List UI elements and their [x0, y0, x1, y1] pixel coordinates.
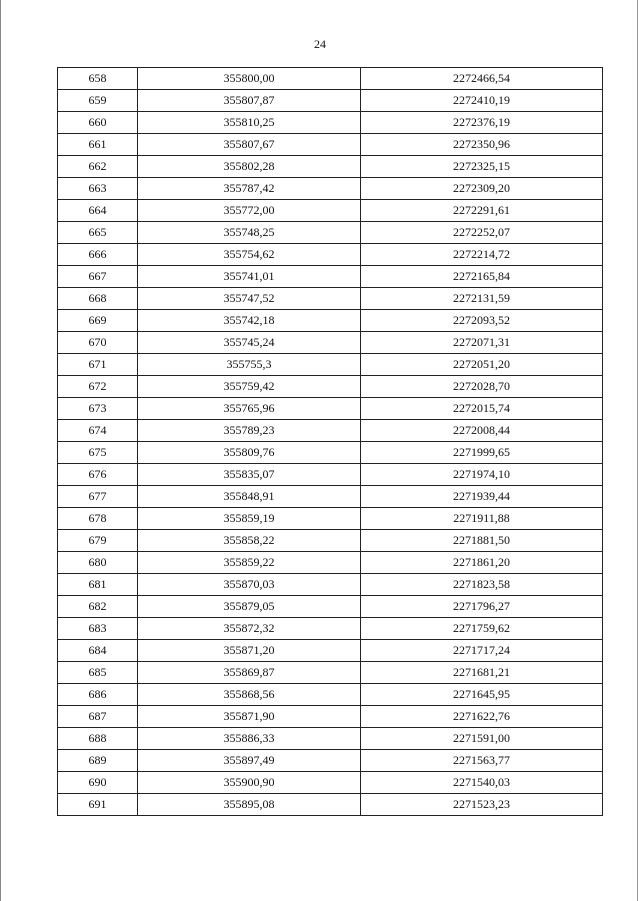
point-number-cell: 665 — [58, 222, 138, 244]
point-number-cell: 664 — [58, 200, 138, 222]
table-row — [58, 728, 603, 750]
x-coordinate-cell: 355800,00 — [138, 68, 361, 90]
y-coordinate-cell: 2272028,70 — [361, 376, 603, 398]
point-number-cell: 667 — [58, 266, 138, 288]
x-coordinate-cell: 355859,22 — [138, 552, 361, 574]
y-coordinate-cell: 2271759,62 — [361, 618, 603, 640]
table-row — [58, 574, 603, 596]
point-number-cell: 663 — [58, 178, 138, 200]
y-coordinate-cell: 2271681,21 — [361, 662, 603, 684]
point-number-cell: 668 — [58, 288, 138, 310]
x-coordinate-cell: 355745,24 — [138, 332, 361, 354]
x-coordinate-cell: 355741,01 — [138, 266, 361, 288]
x-coordinate-cell: 355835,07 — [138, 464, 361, 486]
y-coordinate-cell: 2271563,77 — [361, 750, 603, 772]
point-number-cell: 682 — [58, 596, 138, 618]
x-coordinate-cell: 355802,28 — [138, 156, 361, 178]
table-row — [58, 442, 603, 464]
x-coordinate-cell: 355870,03 — [138, 574, 361, 596]
y-coordinate-cell: 2272093,52 — [361, 310, 603, 332]
table-row — [58, 618, 603, 640]
y-coordinate-cell: 2272252,07 — [361, 222, 603, 244]
x-coordinate-cell: 355871,20 — [138, 640, 361, 662]
point-number-cell: 688 — [58, 728, 138, 750]
point-number-cell: 659 — [58, 90, 138, 112]
y-coordinate-cell: 2271523,23 — [361, 794, 603, 816]
scan-edge-left — [0, 0, 1, 901]
x-coordinate-cell: 355748,25 — [138, 222, 361, 244]
point-number-cell: 687 — [58, 706, 138, 728]
table-row — [58, 288, 603, 310]
table-row — [58, 794, 603, 816]
point-number-cell: 690 — [58, 772, 138, 794]
table-row — [58, 354, 603, 376]
y-coordinate-cell: 2271881,50 — [361, 530, 603, 552]
table-row — [58, 134, 603, 156]
table-row — [58, 662, 603, 684]
x-coordinate-cell: 355879,05 — [138, 596, 361, 618]
table-row — [58, 706, 603, 728]
table-row — [58, 486, 603, 508]
coordinates-table — [57, 67, 603, 816]
x-coordinate-cell: 355807,87 — [138, 90, 361, 112]
point-number-cell: 671 — [58, 354, 138, 376]
table-row — [58, 398, 603, 420]
table-row — [58, 68, 603, 90]
point-number-cell: 673 — [58, 398, 138, 420]
y-coordinate-cell: 2272350,96 — [361, 134, 603, 156]
table-row — [58, 222, 603, 244]
x-coordinate-cell: 355895,08 — [138, 794, 361, 816]
point-number-cell: 680 — [58, 552, 138, 574]
x-coordinate-cell: 355872,32 — [138, 618, 361, 640]
scan-edge-right — [637, 0, 638, 901]
x-coordinate-cell: 355810,25 — [138, 112, 361, 134]
y-coordinate-cell: 2272015,74 — [361, 398, 603, 420]
x-coordinate-cell: 355747,52 — [138, 288, 361, 310]
table-row — [58, 596, 603, 618]
table-row — [58, 332, 603, 354]
y-coordinate-cell: 2271622,76 — [361, 706, 603, 728]
y-coordinate-cell: 2272165,84 — [361, 266, 603, 288]
point-number-cell: 674 — [58, 420, 138, 442]
y-coordinate-cell: 2272051,20 — [361, 354, 603, 376]
y-coordinate-cell: 2271999,65 — [361, 442, 603, 464]
point-number-cell: 689 — [58, 750, 138, 772]
table-row — [58, 530, 603, 552]
x-coordinate-cell: 355754,62 — [138, 244, 361, 266]
table-row — [58, 772, 603, 794]
y-coordinate-cell: 2271861,20 — [361, 552, 603, 574]
point-number-cell: 672 — [58, 376, 138, 398]
x-coordinate-cell: 355759,42 — [138, 376, 361, 398]
x-coordinate-cell: 355755,3 — [138, 354, 361, 376]
y-coordinate-cell: 2272376,19 — [361, 112, 603, 134]
point-number-cell: 686 — [58, 684, 138, 706]
y-coordinate-cell: 2271823,58 — [361, 574, 603, 596]
y-coordinate-cell: 2272008,44 — [361, 420, 603, 442]
point-number-cell: 676 — [58, 464, 138, 486]
point-number-cell: 691 — [58, 794, 138, 816]
point-number-cell: 675 — [58, 442, 138, 464]
y-coordinate-cell: 2271796,27 — [361, 596, 603, 618]
x-coordinate-cell: 355848,91 — [138, 486, 361, 508]
point-number-cell: 685 — [58, 662, 138, 684]
y-coordinate-cell: 2272214,72 — [361, 244, 603, 266]
point-number-cell: 670 — [58, 332, 138, 354]
x-coordinate-cell: 355787,42 — [138, 178, 361, 200]
x-coordinate-cell: 355809,76 — [138, 442, 361, 464]
y-coordinate-cell: 2272131,59 — [361, 288, 603, 310]
y-coordinate-cell: 2272291,61 — [361, 200, 603, 222]
point-number-cell: 684 — [58, 640, 138, 662]
table-row — [58, 464, 603, 486]
y-coordinate-cell: 2272071,31 — [361, 332, 603, 354]
table-row — [58, 684, 603, 706]
point-number-cell: 658 — [58, 68, 138, 90]
point-number-cell: 677 — [58, 486, 138, 508]
x-coordinate-cell: 355871,90 — [138, 706, 361, 728]
x-coordinate-cell: 355765,96 — [138, 398, 361, 420]
y-coordinate-cell: 2271540,03 — [361, 772, 603, 794]
y-coordinate-cell: 2271911,88 — [361, 508, 603, 530]
x-coordinate-cell: 355868,56 — [138, 684, 361, 706]
table-row — [58, 552, 603, 574]
x-coordinate-cell: 355742,18 — [138, 310, 361, 332]
table-row — [58, 112, 603, 134]
y-coordinate-cell: 2272410,19 — [361, 90, 603, 112]
table-row — [58, 508, 603, 530]
point-number-cell: 683 — [58, 618, 138, 640]
y-coordinate-cell: 2272466,54 — [361, 68, 603, 90]
x-coordinate-cell: 355789,23 — [138, 420, 361, 442]
table-row — [58, 200, 603, 222]
y-coordinate-cell: 2271645,95 — [361, 684, 603, 706]
y-coordinate-cell: 2271939,44 — [361, 486, 603, 508]
table-row — [58, 90, 603, 112]
x-coordinate-cell: 355897,49 — [138, 750, 361, 772]
x-coordinate-cell: 355886,33 — [138, 728, 361, 750]
point-number-cell: 678 — [58, 508, 138, 530]
point-number-cell: 662 — [58, 156, 138, 178]
y-coordinate-cell: 2271717,24 — [361, 640, 603, 662]
x-coordinate-cell: 355900,90 — [138, 772, 361, 794]
x-coordinate-cell: 355858,22 — [138, 530, 361, 552]
point-number-cell: 679 — [58, 530, 138, 552]
y-coordinate-cell: 2272325,15 — [361, 156, 603, 178]
table-row — [58, 376, 603, 398]
x-coordinate-cell: 355859,19 — [138, 508, 361, 530]
point-number-cell: 666 — [58, 244, 138, 266]
table-row — [58, 750, 603, 772]
point-number-cell: 661 — [58, 134, 138, 156]
point-number-cell: 660 — [58, 112, 138, 134]
table-row — [58, 178, 603, 200]
table-row — [58, 244, 603, 266]
y-coordinate-cell: 2272309,20 — [361, 178, 603, 200]
coordinates-table-body — [58, 68, 603, 816]
table-row — [58, 156, 603, 178]
table-row — [58, 420, 603, 442]
x-coordinate-cell: 355772,00 — [138, 200, 361, 222]
page-number: 24 — [314, 37, 326, 51]
y-coordinate-cell: 2271591,00 — [361, 728, 603, 750]
point-number-cell: 669 — [58, 310, 138, 332]
table-row — [58, 310, 603, 332]
table-row — [58, 266, 603, 288]
y-coordinate-cell: 2271974,10 — [361, 464, 603, 486]
x-coordinate-cell: 355807,67 — [138, 134, 361, 156]
x-coordinate-cell: 355869,87 — [138, 662, 361, 684]
point-number-cell: 681 — [58, 574, 138, 596]
table-row — [58, 640, 603, 662]
